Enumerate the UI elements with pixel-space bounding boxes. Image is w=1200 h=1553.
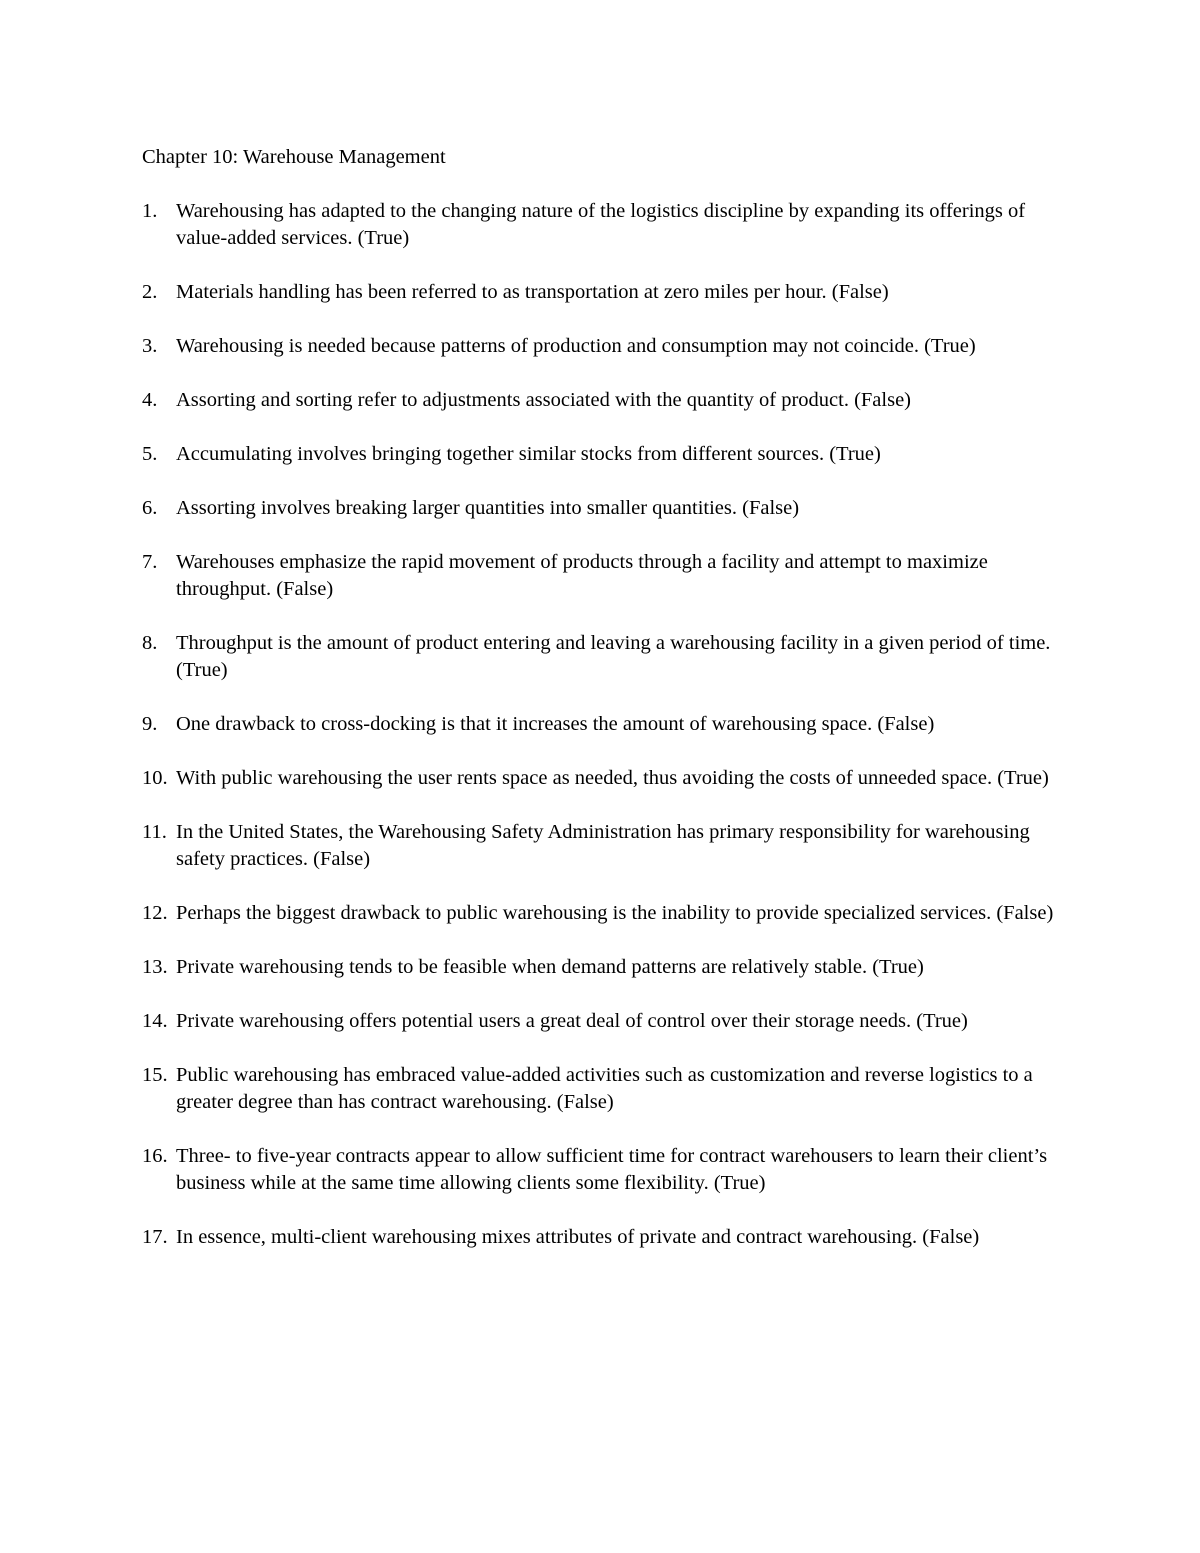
question-text: In essence, multi-client warehousing mixes attributes of private and contract warehousing. (False) — [176, 1226, 980, 1248]
question-text: Accumulating involves bringing together similar stocks from different sources. (True) — [176, 443, 881, 465]
question-item — [142, 441, 1062, 468]
question-text: Assorting and sorting refer to adjustments associated with the quantity of product. (False) — [176, 389, 911, 411]
question-list — [142, 198, 1062, 1251]
question-number: 7. — [142, 551, 158, 573]
question-text: Private warehousing offers potential users a great deal of control over their storage needs. (True) — [176, 1010, 968, 1032]
question-item — [142, 279, 1062, 306]
question-number: 4. — [142, 389, 158, 411]
question-text: Warehousing has adapted to the changing nature of the logistics discipline by expanding its offerings of value-added services. (True) — [176, 200, 1026, 249]
question-item — [142, 900, 1062, 927]
question-number: 10. — [142, 767, 168, 789]
question-text: Throughput is the amount of product entering and leaving a warehousing facility in a given period of time. (True) — [176, 632, 1051, 681]
question-item — [142, 387, 1062, 414]
question-item — [142, 1062, 1062, 1116]
question-item — [142, 198, 1062, 252]
question-number: 14. — [142, 1010, 168, 1032]
question-text: Assorting involves breaking larger quantities into smaller quantities. (False) — [176, 497, 800, 519]
question-number: 17. — [142, 1226, 168, 1248]
question-text: In the United States, the Warehousing Safety Administration has primary responsibility for warehousing safety practices. (False) — [176, 821, 1030, 870]
document-body — [142, 144, 1062, 1278]
question-number: 8. — [142, 632, 158, 654]
question-number: 1. — [142, 200, 158, 222]
question-number: 12. — [142, 902, 168, 924]
document-title: Chapter 10: Warehouse Management — [142, 146, 446, 168]
question-item — [142, 549, 1062, 603]
question-text: With public warehousing the user rents space as needed, thus avoiding the costs of unneeded space. (True) — [176, 767, 1049, 789]
question-text: Public warehousing has embraced value-added activities such as customization and reverse logistics to a greater degree than has contract warehousing. (False) — [176, 1064, 1033, 1113]
question-text: One drawback to cross-docking is that it increases the amount of warehousing space. (False) — [176, 713, 935, 735]
question-number: 15. — [142, 1064, 168, 1086]
question-number: 11. — [142, 821, 167, 843]
question-number: 9. — [142, 713, 158, 735]
question-text: Three- to five-year contracts appear to allow sufficient time for contract warehousers to learn their client’s business while at the same time allowing clients some flexibility. (True) — [176, 1145, 1048, 1194]
question-item — [142, 1224, 1062, 1251]
question-number: 3. — [142, 335, 158, 357]
question-item — [142, 1143, 1062, 1197]
question-number: 2. — [142, 281, 158, 303]
question-item — [142, 954, 1062, 981]
question-text: Warehouses emphasize the rapid movement of products through a facility and attempt to maximize throughput. (False) — [176, 551, 988, 600]
question-text: Private warehousing tends to be feasible when demand patterns are relatively stable. (True) — [176, 956, 924, 978]
question-item — [142, 1008, 1062, 1035]
question-item — [142, 711, 1062, 738]
question-item — [142, 819, 1062, 873]
question-item — [142, 495, 1062, 522]
question-number: 13. — [142, 956, 168, 978]
question-text: Perhaps the biggest drawback to public warehousing is the inability to provide specialized services. (False) — [176, 902, 1054, 924]
question-number: 6. — [142, 497, 158, 519]
question-number: 16. — [142, 1145, 168, 1167]
question-number: 5. — [142, 443, 158, 465]
question-text: Materials handling has been referred to as transportation at zero miles per hour. (False) — [176, 281, 889, 303]
question-item — [142, 333, 1062, 360]
question-text: Warehousing is needed because patterns of production and consumption may not coincide. (True) — [176, 335, 976, 357]
question-item — [142, 630, 1062, 684]
question-item — [142, 765, 1062, 792]
